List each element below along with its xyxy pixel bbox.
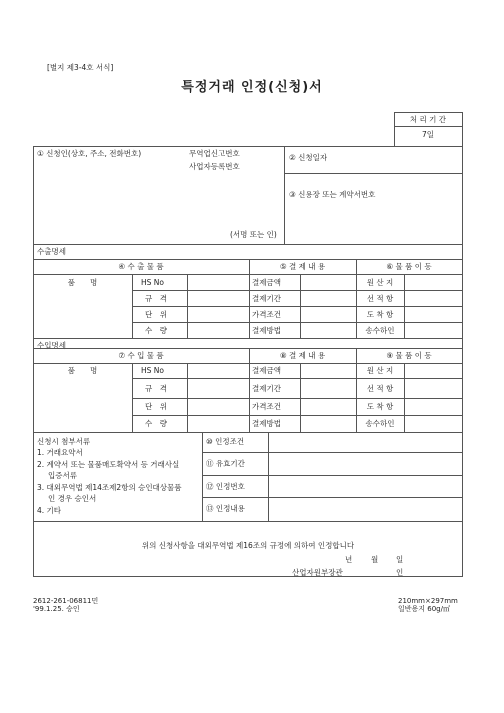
issuer-seal-label: 인 [396, 568, 404, 577]
date-month-label: 월 [371, 555, 379, 564]
approval-number-label: ⑫ 인정번호 [206, 482, 245, 491]
signature-label: (서명 또는 인) [230, 230, 277, 239]
export-loading-port-label: 선 적 항 [366, 294, 394, 303]
attachment-item: 2. 계약서 또는 물품매도확약서 등 거래사실 [37, 460, 180, 469]
import-item-name-label: 품 명 [67, 366, 98, 375]
attachment-item: 3. 대외무역법 제14조제2항의 승인대상물품 [37, 483, 182, 492]
import-spec-label: 규 격 [145, 384, 167, 393]
export-payment-amount-label: 결제금액 [252, 278, 281, 287]
paper-size-note: 210mm×297mm [398, 597, 458, 605]
processing-period-value: 7일 [421, 130, 435, 139]
import-unit-label: 단 위 [145, 402, 167, 411]
attachment-item: 인 경우 승인서 [48, 494, 97, 503]
paper-type-note: 일반용지 60g/㎡ [398, 605, 450, 613]
import-price-terms-label: 가격조건 [252, 402, 281, 411]
application-date-label: ② 신청일자 [289, 153, 328, 162]
attachment-item: 입증서류 [48, 471, 77, 480]
import-origin-label: 원 산 지 [366, 366, 394, 375]
lc-contract-number-label: ③ 신용장 또는 계약서번호 [289, 190, 376, 199]
import-hs-no-label: HS No [141, 366, 164, 375]
issuer-label: 산업자원부장관 [292, 568, 343, 577]
export-item-name-label: 품 명 [67, 278, 98, 287]
import-quantity-label: 수 량 [145, 419, 167, 428]
approval-conditions-label: ⑩ 인정조건 [206, 437, 245, 446]
import-arrival-port-label: 도 착 항 [366, 402, 394, 411]
export-movement-header: ⑥ 물 품 이 동 [386, 262, 432, 271]
date-year-label: 년 [345, 555, 353, 564]
export-payment-header: ⑤ 결 제 내 용 [279, 262, 326, 271]
trade-report-number-label: 무역업신고번호 [189, 149, 240, 158]
attachment-item: 4. 기타 [37, 506, 62, 515]
form-reference: [별지 제3-4호 서식] [47, 63, 114, 72]
business-reg-number-label: 사업자등록번호 [189, 162, 240, 171]
applicant-label: ① 신청인(상호, 주소, 전화번호) [37, 149, 142, 158]
export-price-terms-label: 가격조건 [252, 310, 281, 319]
export-hs-no-label: HS No [141, 278, 164, 287]
date-day-label: 일 [396, 555, 404, 564]
attachments-label: 신청시 첨부서류 [37, 437, 91, 446]
import-payment-header: ⑧ 결 제 내 용 [279, 351, 326, 360]
export-origin-label: 원 산 지 [366, 278, 394, 287]
processing-period-label: 처 리 기 간 [409, 115, 447, 124]
import-goods-header: ⑦ 수 입 물 품 [118, 351, 164, 360]
export-goods-header: ④ 수 출 물 품 [118, 262, 164, 271]
export-payment-period-label: 결제기간 [252, 294, 281, 303]
export-consignor-label: 송수하인 [365, 326, 395, 335]
form-code: 2612-261-06811민 [33, 597, 99, 605]
export-payment-method-label: 결제방법 [252, 326, 281, 335]
import-payment-amount-label: 결제금액 [252, 366, 281, 375]
import-payment-method-label: 결제방법 [252, 419, 281, 428]
import-loading-port-label: 선 적 항 [366, 384, 394, 393]
export-arrival-port-label: 도 착 항 [366, 310, 394, 319]
form-title: 특정거래 인정(신청)서 [181, 80, 323, 95]
export-unit-label: 단 위 [145, 310, 167, 319]
approval-statement: 위의 신청사항을 대외무역법 제16조의 규정에 의하여 인정합니다 [141, 541, 355, 550]
export-section-label: 수출명세 [37, 247, 66, 256]
approval-date-note: '99.1.25. 승인 [33, 605, 80, 613]
import-movement-header: ⑨ 물 품 이 동 [386, 351, 432, 360]
approval-content-label: ⑬ 인정내용 [206, 504, 245, 513]
import-section-label: 수입명세 [37, 341, 66, 350]
validity-period-label: ⑪ 유효기간 [206, 459, 245, 468]
export-spec-label: 규 격 [145, 294, 167, 303]
attachment-item: 1. 거래요약서 [37, 448, 83, 457]
import-payment-period-label: 결제기간 [252, 384, 281, 393]
export-quantity-label: 수 량 [145, 326, 167, 335]
import-consignor-label: 송수하인 [365, 419, 395, 428]
